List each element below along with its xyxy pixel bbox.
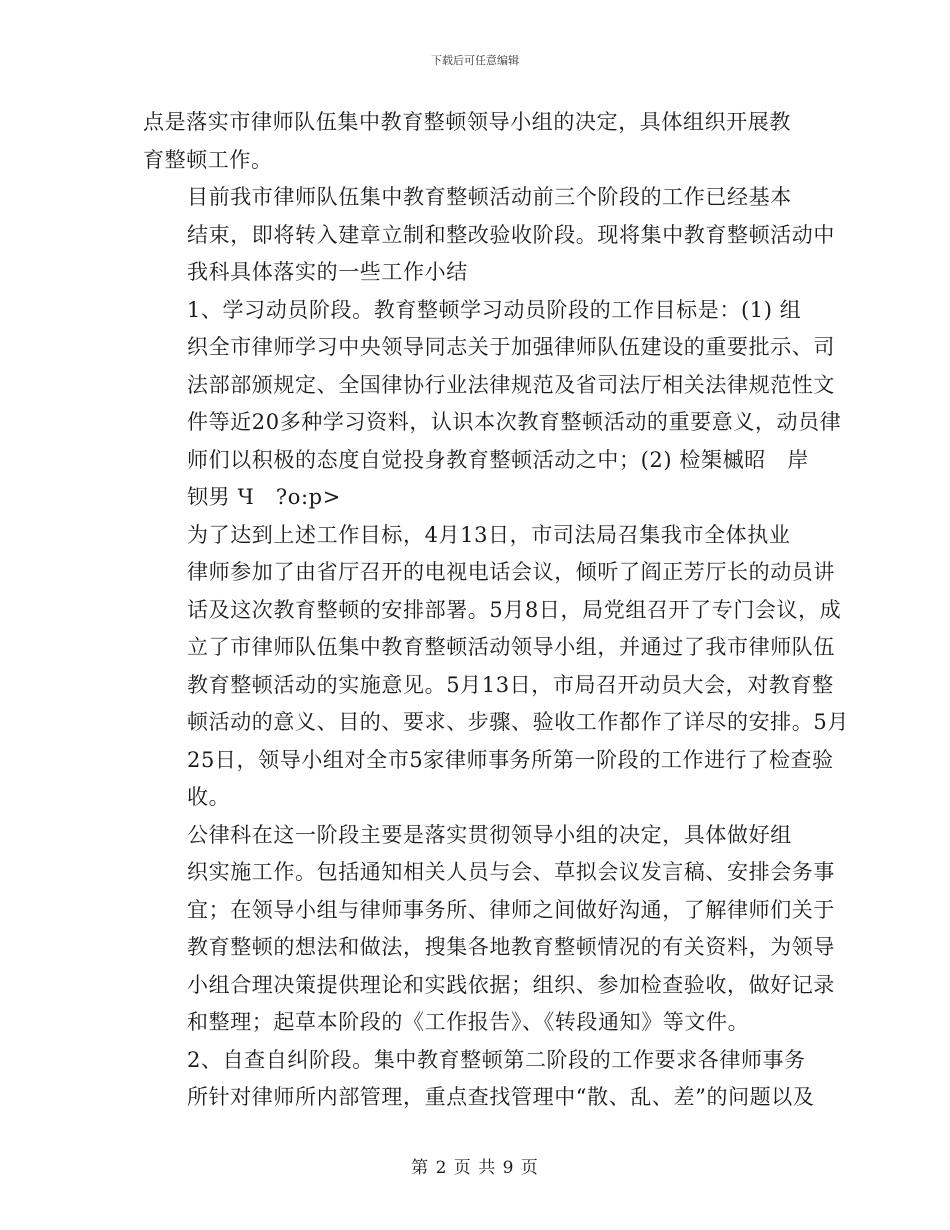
text-line: 收。 <box>187 785 231 809</box>
text-line: 目前我市律师队伍集中教育整顿活动前三个阶段的工作已经基本 <box>187 185 792 209</box>
text-line: 织实施工作。包括通知相关人员与会、草拟会议发言稿、安排会务事 <box>187 860 835 884</box>
paragraph <box>143 179 835 292</box>
text-line: 教育整顿的想法和做法，搜集各地教育整顿情况的有关资料，为领导 <box>187 935 835 959</box>
text-line: 律师参加了由省厅召开的电视电话会议，倾听了阎正芳厅长的动员讲 <box>187 560 835 584</box>
text-line: 我科具体落实的一些工作小结 <box>187 260 468 284</box>
text-line: 宜；在领导小组与律师事务所、律师之间做好沟通，了解律师们关于 <box>187 897 835 922</box>
text-line: 育整顿工作。 <box>143 147 273 172</box>
paragraph <box>143 292 842 517</box>
text-line: 件等近20多种学习资料，认识本次教育整顿活动的重要意义，动员律 <box>187 410 842 434</box>
text-line: 25日，领导小组对全市5家律师事务所第一阶段的工作进行了检查验 <box>187 747 834 772</box>
paragraph <box>143 517 849 817</box>
paragraph <box>143 817 835 1042</box>
text-line: 师们以积极的态度自觉投身教育整顿活动之中；(2) 检榘槭昭 岸 <box>187 447 810 472</box>
text-line: 小组合理决策提供理论和实践依据；组织、参加检查验收，做好记录 <box>187 972 835 997</box>
text-line: 法部部颁规定、全国律协行业法律规范及省司法厅相关法律规范性文 <box>187 372 835 397</box>
text-line: 钡男 Ч ?o:p> <box>187 485 341 509</box>
paragraph <box>143 1042 815 1117</box>
text-line: 公律科在这一阶段主要是落实贯彻领导小组的决定，具体做好组 <box>187 822 792 847</box>
text-line: 为了达到上述工作目标，4月13日，市司法局召集我市全体执业 <box>187 522 791 547</box>
text-line: 织全市律师学习中央领导同志关于加强律师队伍建设的重要批示、司 <box>187 335 835 359</box>
text-line: 1、学习动员阶段。教育整顿学习动员阶段的工作目标是：(1) 组 <box>187 297 802 322</box>
paragraph <box>143 104 807 179</box>
page-header: 下载后可任意编辑 <box>431 54 519 67</box>
text-line: 2、自查自纠阶段。集中教育整顿第二阶段的工作要求各律师事务 <box>187 1047 806 1072</box>
text-line: 顿活动的意义、目的、要求、步骤、验收工作都作了详尽的安排。5月 <box>187 710 849 734</box>
text-line: 话及这次教育整顿的安排部署。5月8日，局党组召开了专门会议，成 <box>187 597 842 622</box>
text-line: 教育整顿活动的实施意见。5月13日，市局召开动员大会，对教育整 <box>187 672 834 697</box>
text-line: 结束，即将转入建章立制和整改验收阶段。现将集中教育整顿活动中 <box>187 222 835 247</box>
text-line: 点是落实市律师队伍集中教育整顿领导小组的决定，具体组织开展教 <box>143 110 791 134</box>
text-line: 立了市律师队伍集中教育整顿活动领导小组，并通过了我市律师队伍 <box>187 635 835 659</box>
text-line: 和整理；起草本阶段的《工作报告》、《转段通知》等文件。 <box>187 1010 750 1034</box>
text-line: 所针对律师所内部管理，重点查找管理中“散、乱、差”的问题以及 <box>187 1085 815 1109</box>
document-body <box>143 104 849 1117</box>
page-number: 第 2 页 共 9 页 <box>411 1158 539 1178</box>
